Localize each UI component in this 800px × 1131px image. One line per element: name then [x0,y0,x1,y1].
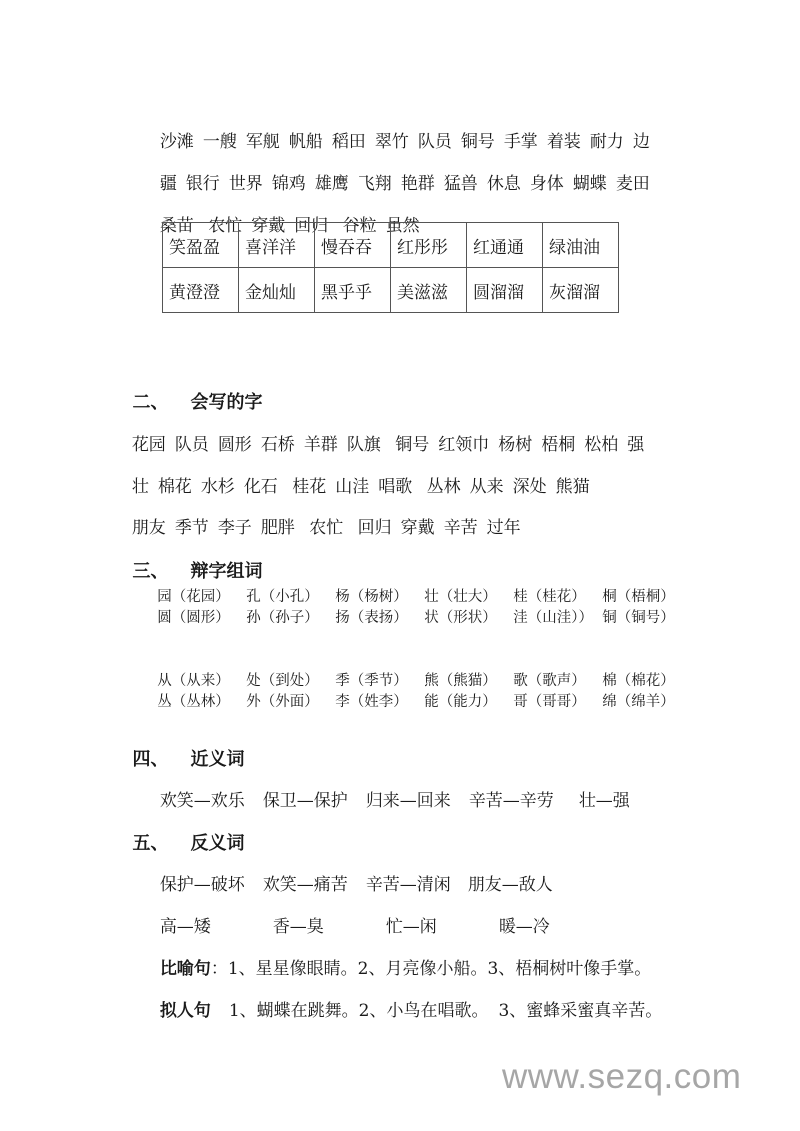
word: 艳群 [400,174,435,194]
antonym-pairs-row-2 [149,891,550,939]
antonym-pair: 朋友—敌人 [467,875,553,895]
writing-line-1 [121,409,653,457]
personification-item: 3、蜜蜂采蜜真辛苦。 [498,1001,663,1021]
word: 猛兽 [443,174,478,194]
word: 帆船 [288,132,323,152]
char-pair: 桂（桂花） [513,589,586,605]
simile-sentences [149,933,651,981]
table-cell: 慢吞吞 [315,223,391,268]
word: 从来 [469,477,504,497]
synonym-pair: 归来—回来 [365,791,451,811]
word: 身体 [529,174,564,194]
char-pair: 孔（小孔） [246,589,319,605]
word: 花园 [131,435,166,455]
char-compare-row [148,588,675,628]
word: 棉花 [157,477,192,497]
char-pair: 桐（梧桐） [602,589,675,605]
section-title: 会写的字 [190,392,263,413]
word: 农忙 [309,518,349,538]
antonym-pair: 暖—冷 [498,917,550,937]
word: 桂花 [292,477,327,497]
word: 锦鸡 [271,174,306,194]
table-cell: 红彤彤 [391,223,467,268]
word: 农忙 [208,216,243,236]
word: 队员 [417,132,452,152]
char-pair: 圆（圆形） [157,610,230,626]
section-title: 辩字组词 [190,561,263,582]
word: 穿戴 [400,518,435,538]
word: 羊群 [303,435,338,455]
word: 飞翔 [357,174,392,194]
section-heading-2 [120,367,263,415]
word: 沙滩 [159,132,194,152]
watermark: www.sezq.com [502,1057,742,1096]
char-pair: 铜（铜号） [602,610,675,626]
word: 季节 [174,518,209,538]
section-number: 五、 [132,833,169,854]
char-compare-row [148,672,675,712]
table-cell: 红通通 [467,223,543,268]
table-row [163,268,619,313]
synonym-pairs [149,765,630,813]
word: 水杉 [200,477,235,497]
simile-item: 3、梧桐树叶像手掌。 [487,959,652,979]
word: 军舰 [245,132,280,152]
table-cell: 绿油油 [543,223,619,268]
word: 世界 [228,174,263,194]
table-cell: 灰溜溜 [543,268,619,313]
char-pair: 熊（熊猫） [424,673,497,689]
synonym-pair: 壮—强 [578,791,630,811]
antonym-pair: 保护—破坏 [159,875,245,895]
table-cell: 美滋滋 [391,268,467,313]
word: 梧桐 [541,435,576,455]
word: 李子 [217,518,252,538]
char-pair: 从（从来） [157,673,230,689]
section-title: 反义词 [190,833,245,854]
word: 圆形 [217,435,252,455]
word: 丛林 [426,477,461,497]
char-pair: 壮（壮大） [424,589,497,605]
section-number: 三、 [132,561,169,582]
char-pair: 李（姓李） [335,694,408,710]
word: 着装 [546,132,581,152]
simile-item: 2、月亮像小船。 [357,959,488,979]
word: 银行 [185,174,220,194]
word: 休息 [486,174,521,194]
char-pair: 能（能力） [424,694,497,710]
word-line-1 [149,106,659,154]
word: 肥胖 [260,518,301,538]
antonym-pairs-row-1 [149,849,553,897]
word: 回归 [357,518,392,538]
simile-label: 比喻句 [159,959,211,979]
word: 红领巾 [438,435,490,455]
word: 桑苗 [159,216,200,236]
writing-line-3 [121,492,530,540]
word: 松柏 [584,435,619,455]
antonym-pair: 忙—闲 [385,917,437,937]
word: 虽然 [385,216,420,236]
word: 稻田 [331,132,366,152]
reduplicated-words-table [162,222,619,313]
table-cell: 喜洋洋 [239,223,315,268]
word: 回归 [294,216,334,236]
word: 疆 [159,174,177,194]
word: 手掌 [503,132,538,152]
section-number: 二、 [132,392,169,413]
char-pair: 孙（孙子） [246,610,319,626]
char-pair: 扬（表扬） [335,610,408,626]
table-cell: 黑乎乎 [315,268,391,313]
antonym-pair: 欢笑—痛苦 [262,875,348,895]
char-pair: 处（到处） [246,673,319,689]
char-pair: 外（外面） [246,694,319,710]
word: 铜号 [460,132,495,152]
word: 穿戴 [251,216,286,236]
personification-sentences [149,975,662,1023]
table-cell: 金灿灿 [239,268,315,313]
word: 化石 [243,477,284,497]
word: 边 [632,132,650,152]
antonym-pair: 香—臭 [272,917,324,937]
char-pair: 丛（丛林） [157,694,230,710]
personification-item: 1、蝴蝶在跳舞。 [228,1001,359,1021]
word-line-2 [149,148,659,196]
char-pair: 状（形状） [424,610,497,626]
word: 熊猫 [555,477,590,497]
table-cell: 圆溜溜 [467,268,543,313]
word: 队旗 [346,435,387,455]
char-pair: 杨（杨树） [335,589,408,605]
table-cell: 笑盈盈 [163,223,239,268]
personification-item: 2、小鸟在唱歌。 [358,1001,489,1021]
char-pair: 绵（绵羊） [602,694,675,710]
word: 杨树 [498,435,533,455]
section-title: 近义词 [190,749,245,770]
char-pair: 季（季节） [335,673,408,689]
word: 强 [627,435,645,455]
word: 铜号 [395,435,430,455]
antonym-pair: 辛苦—清闲 [365,875,451,895]
word: 一艘 [202,132,237,152]
synonym-pair: 保卫—保护 [262,791,348,811]
word: 雄鹰 [314,174,349,194]
section-number: 四、 [132,749,169,770]
char-pair: 洼（山洼）） [513,610,593,626]
word: 过年 [486,518,521,538]
word: 石桥 [260,435,295,455]
word: 翠竹 [374,132,409,152]
char-pair: 哥（哥哥） [513,694,586,710]
table-row [163,223,619,268]
word: 唱歌 [378,477,418,497]
table-cell: 黄澄澄 [163,268,239,313]
colon: ： [210,959,228,979]
char-pair: 歌（歌声） [513,673,586,689]
word: 耐力 [589,132,624,152]
word: 辛苦 [443,518,478,538]
synonym-pair: 欢笑—欢乐 [159,791,245,811]
simile-item: 1、星星像眼睛。 [227,959,358,979]
synonym-pair: 辛苦—辛劳 [468,791,554,811]
char-pair: 棉（棉花） [602,673,675,689]
antonym-pair: 高—矮 [159,917,211,937]
char-pair: 园（花园） [157,589,230,605]
word: 队员 [174,435,209,455]
word: 麦田 [615,174,650,194]
personification-label: 拟人句 [159,1001,211,1021]
word: 山洼 [335,477,370,497]
word: 蝴蝶 [572,174,607,194]
word: 壮 [131,477,149,497]
word: 谷粒 [342,216,377,236]
word: 朋友 [131,518,166,538]
word: 深处 [512,477,547,497]
